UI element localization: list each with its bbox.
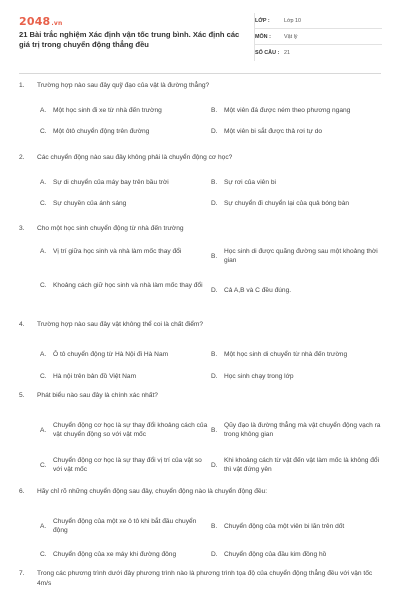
question-number: 6. — [19, 488, 25, 495]
option-letter: B. — [211, 523, 218, 530]
option-text: Chuyển động của đầu kim đồng hồ — [224, 551, 327, 558]
option-text: Học sinh chạy trong lớp — [224, 373, 294, 380]
header — [0, 0, 400, 68]
option-text: Ô tô chuyển động từ Hà Nội đi Hà Nam — [53, 351, 169, 358]
option-letter: D. — [211, 128, 218, 135]
option-text: Chuyển động cơ học là sự thay đổi khoảng cách của vật chuyển động so với vật mốc — [53, 422, 208, 438]
option-letter: D. — [211, 461, 218, 469]
option-letter: D. — [211, 551, 218, 558]
option-d[interactable] — [211, 286, 381, 295]
question-4 — [19, 320, 381, 380]
question-text — [19, 569, 381, 589]
question-number: 7. — [19, 570, 25, 577]
logo-main: 2048 — [19, 15, 51, 28]
question-text — [19, 224, 381, 234]
option-b[interactable] — [211, 421, 381, 439]
meta-table — [254, 13, 382, 61]
option-b[interactable] — [211, 350, 381, 359]
option-text: Sự rơi của viên bi — [224, 179, 276, 186]
option-letter: C. — [40, 551, 47, 558]
option-letter: B. — [211, 107, 218, 114]
option-text: Khoảng cách giữ học sinh và nhà làm mốc thay đổi — [53, 282, 203, 289]
option-b[interactable] — [211, 247, 381, 265]
option-text: Chuyển động cơ học là sự thay đổi vị trí của vật so với vật mốc — [53, 457, 202, 473]
option-letter: B. — [211, 179, 218, 186]
question-number: 3. — [19, 225, 25, 232]
option-b[interactable] — [211, 106, 381, 115]
option-text: Học sinh di được quãng đường sau một khoảng thời gian — [224, 248, 378, 264]
meta-value: Vật lý — [284, 33, 298, 40]
option-d[interactable] — [211, 372, 381, 381]
question-stem: Trường hợp nào sau đây vật không thể coi là chất điểm? — [37, 321, 204, 328]
question-number: 1. — [19, 82, 25, 89]
meta-label: LỚP : — [255, 17, 270, 24]
option-text: Sự chuyền của ánh sáng — [53, 200, 127, 207]
option-letter: A. — [40, 248, 47, 255]
question-stem: Cho một học sinh chuyển động từ nhà đến trường — [37, 225, 184, 232]
option-text: Qũy đạo là đường thẳng mà vật chuyển động vạch ra trong không gian — [224, 422, 381, 438]
option-c[interactable] — [40, 550, 208, 559]
option-b[interactable] — [211, 522, 381, 531]
option-text: Một ôtô chuyển động trên đường — [53, 128, 150, 135]
option-d[interactable] — [211, 550, 381, 559]
option-a[interactable] — [40, 178, 208, 187]
option-text: Chuyển động của một viên bi lăn trên dốt — [224, 523, 345, 530]
option-b[interactable] — [211, 178, 381, 187]
option-text: Vị trí giữa học sinh và nhà làm mốc thay đổi — [53, 248, 182, 255]
question-stem: Các chuyển động nào sau đây không phải là chuyển động cơ học? — [37, 154, 233, 161]
option-letter: D. — [211, 373, 218, 380]
option-letter: C. — [40, 200, 47, 207]
option-text: Một học sinh di chuyển từ nhà đến trường — [224, 351, 348, 358]
meta-row-count — [255, 45, 382, 61]
meta-row-class — [255, 13, 382, 29]
option-letter: B. — [211, 426, 218, 434]
question-5 — [19, 391, 381, 473]
option-c[interactable] — [40, 372, 208, 381]
meta-row-subject — [255, 29, 382, 45]
logo-sub: .vn — [51, 20, 63, 27]
option-text: Hà nội trên bản đồ Việt Nam — [53, 373, 137, 380]
question-text — [19, 320, 381, 330]
option-d[interactable] — [211, 199, 381, 208]
option-a[interactable] — [40, 350, 208, 359]
question-3 — [19, 224, 381, 294]
option-text: Cả A,B và C đều đúng. — [224, 287, 292, 294]
question-text — [19, 391, 381, 401]
question-stem: Trong các phương trình dưới đây phương trình nào là phương trình tọa độ của chuyển động thẳng đều với vận tốc 4m/s — [37, 570, 373, 587]
option-text: Sự chuyển đi chuyển lại của quả bóng bàn — [224, 200, 350, 207]
meta-value: Lớp 10 — [284, 17, 302, 24]
question-number: 5. — [19, 392, 25, 399]
option-letter: B. — [211, 252, 218, 260]
option-text: Một viên bi sắt được thả rơi tự do — [224, 128, 323, 135]
question-2 — [19, 153, 381, 207]
question-stem: Trường hợp nào sau đây quỹ đạo của vật là đường thẳng? — [37, 82, 210, 89]
option-letter: B. — [211, 351, 218, 358]
question-stem: Hãy chỉ rõ những chuyển động sau đây, chuyển động nào là chuyển động đều: — [37, 488, 268, 495]
question-text — [19, 153, 381, 163]
question-1 — [19, 81, 381, 135]
option-a[interactable] — [40, 421, 208, 439]
question-text — [19, 487, 381, 497]
option-letter: A. — [40, 107, 47, 114]
site-logo[interactable] — [19, 15, 62, 28]
meta-label: SỐ CÂU : — [255, 50, 280, 56]
option-a[interactable] — [40, 517, 208, 535]
option-text: Khi khoảng cách từ vật đến vật làm mốc là không đổi thì vật đứng yên — [224, 457, 380, 473]
option-letter: A. — [40, 351, 47, 358]
option-a[interactable] — [40, 247, 208, 256]
question-text — [19, 81, 381, 91]
option-text: Sự di chuyển của máy bay trên bầu trời — [53, 179, 169, 186]
option-letter: A. — [40, 522, 47, 530]
option-c[interactable] — [40, 199, 208, 208]
option-text: Một học sinh đi xe từ nhà đến trường — [53, 107, 162, 114]
option-letter: C. — [40, 373, 47, 380]
option-text: Một viên đá được ném theo phương ngang — [224, 107, 351, 114]
option-letter: A. — [40, 426, 47, 434]
option-letter: D. — [211, 200, 218, 207]
header-divider — [19, 73, 381, 74]
option-c[interactable] — [40, 456, 208, 474]
question-number: 2. — [19, 154, 25, 161]
option-letter: A. — [40, 179, 47, 186]
option-text: Chuyển động của xe máy khi đường đông — [53, 551, 177, 558]
option-c[interactable] — [40, 281, 208, 290]
question-7 — [19, 569, 381, 589]
question-stem: Phát biểu nào sau đây là chính xác nhất? — [37, 392, 158, 399]
option-letter: C. — [40, 128, 47, 135]
option-text: Chuyển động của một xe ô tô khi bắt đầu chuyển động — [53, 518, 197, 534]
question-number: 4. — [19, 321, 25, 328]
option-a[interactable] — [40, 106, 208, 115]
question-6 — [19, 487, 381, 558]
meta-value: 21 — [284, 50, 290, 56]
option-d[interactable] — [211, 127, 381, 136]
option-c[interactable] — [40, 127, 208, 136]
document-title: 21 Bài trắc nghiệm Xác định vận tốc trung bình. Xác định các giá trị trong chuyển động thẳng đều — [19, 30, 240, 49]
meta-label: MÔN : — [255, 33, 271, 40]
option-d[interactable] — [211, 456, 381, 474]
option-letter: C. — [40, 282, 47, 289]
option-letter: C. — [40, 461, 47, 469]
option-letter: D. — [211, 287, 218, 294]
